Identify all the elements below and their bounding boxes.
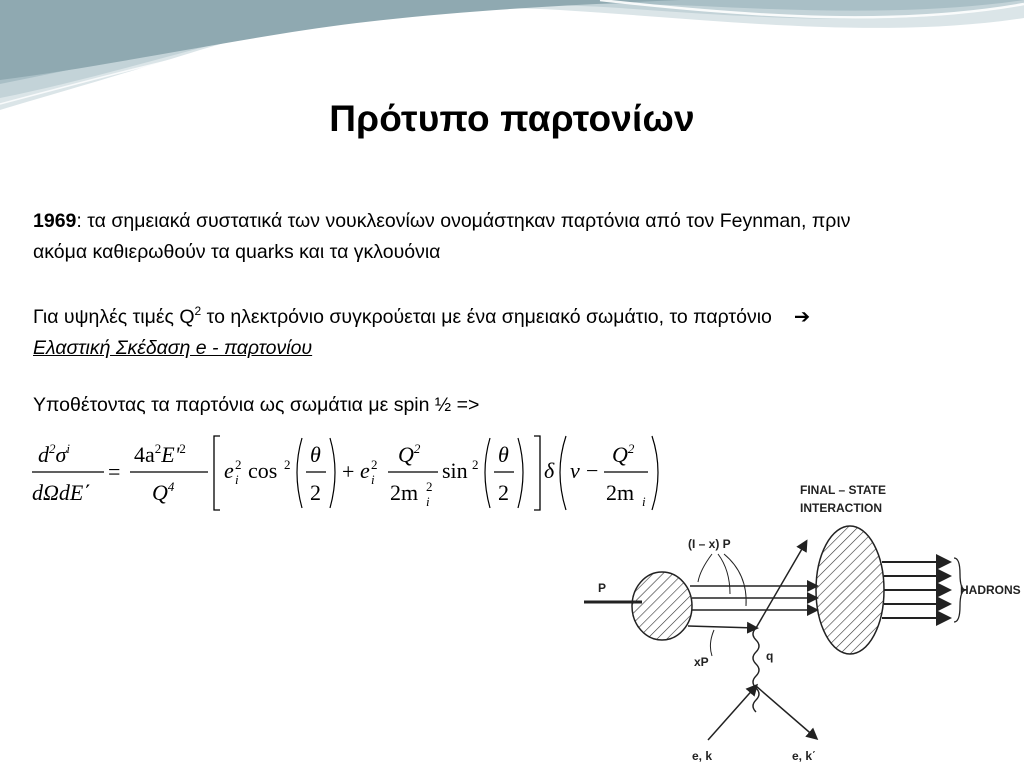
paragraph-1969 [33, 206, 903, 268]
svg-text:cos: cos [248, 458, 278, 483]
paragraph-high-q2 [33, 302, 903, 364]
svg-text:2: 2 [498, 480, 509, 505]
outgoing-electron-label: e, k΄ [792, 749, 817, 763]
svg-text:2m: 2m [390, 480, 419, 505]
paragraph-high-q2-text-a: Για υψηλές τιμές Q [33, 306, 195, 328]
incoming-electron-label: e, k [692, 749, 713, 763]
svg-text:e: e [224, 458, 234, 483]
svg-text:i: i [235, 472, 239, 487]
svg-text:+: + [342, 459, 355, 484]
elastic-scattering-link[interactable]: Ελαστική Σκέδαση e - παρτονίου [33, 337, 313, 359]
svg-text:e: e [360, 458, 370, 483]
svg-text:i: i [371, 472, 375, 487]
formula-lhs-denominator: dΩdE΄ [32, 480, 91, 505]
svg-text:Q4: $Q^4$ [152, 479, 175, 505]
svg-text:2: 2 [472, 457, 479, 472]
svg-text:δ: δ [544, 458, 555, 483]
xp-label: xP [694, 655, 709, 669]
svg-text:2: 2 [235, 457, 242, 472]
formula-d: d [38, 442, 49, 467]
svg-text:2: 2 [284, 457, 291, 472]
svg-text:−: − [586, 458, 599, 483]
svg-text:θ: θ [310, 442, 321, 467]
svg-text:d2σi: $d^2\sigma^i$ [38, 441, 70, 467]
proton-label: P [598, 581, 607, 595]
svg-text:sin: sin [442, 458, 468, 483]
svg-text:Q2: $Q^2$ [398, 441, 421, 467]
final-state-blob [816, 526, 884, 654]
svg-text:2m: 2m [606, 480, 635, 505]
slide-title: Πρότυπο παρτονίων [329, 98, 695, 139]
q-superscript: 2 [194, 303, 202, 318]
svg-text:v: v [570, 458, 580, 483]
interaction-label: INTERACTION [800, 501, 882, 515]
svg-text:2: 2 [426, 479, 433, 494]
hadrons-label: HADRONS [960, 583, 1021, 597]
svg-text:i: i [426, 494, 430, 509]
parton-scattering-diagram [580, 478, 1024, 768]
year-label: 1969 [33, 210, 77, 232]
cross-section-formula [24, 432, 674, 514]
formula-equals: = [108, 459, 121, 484]
final-state-label: FINAL – STATE [800, 483, 887, 497]
one-minus-x-p-label: (I – x) P [688, 537, 731, 551]
svg-text:θ: θ [498, 442, 509, 467]
photon-q-label: q [766, 649, 774, 663]
svg-text:2: 2 [310, 480, 321, 505]
svg-text:4a2E'2: $4a^2E'^2$ [134, 441, 186, 467]
paragraph-high-q2-text-b: το ηλεκτρόνιο συγκρούεται με ένα σημειακό σωμάτιο, το παρτόνιο [201, 306, 772, 328]
svg-text:Q2: $Q^2$ [612, 441, 635, 467]
proton-blob [632, 572, 692, 640]
svg-text:i: i [642, 494, 646, 509]
paragraph-spin-half: Υποθέτοντας τα παρτόνια ως σωμάτια με spin ½ => [33, 394, 480, 416]
right-arrow-icon: ➔ [793, 306, 811, 328]
svg-text:2: 2 [371, 457, 378, 472]
paragraph-1969-text: : τα σημειακά συστατικά των νουκλεονίων ονομάστηκαν παρτόνια από τον Feynman, πριν ακόμα καθιερωθούν τα quarks και τα γκλουόνια [33, 210, 851, 263]
